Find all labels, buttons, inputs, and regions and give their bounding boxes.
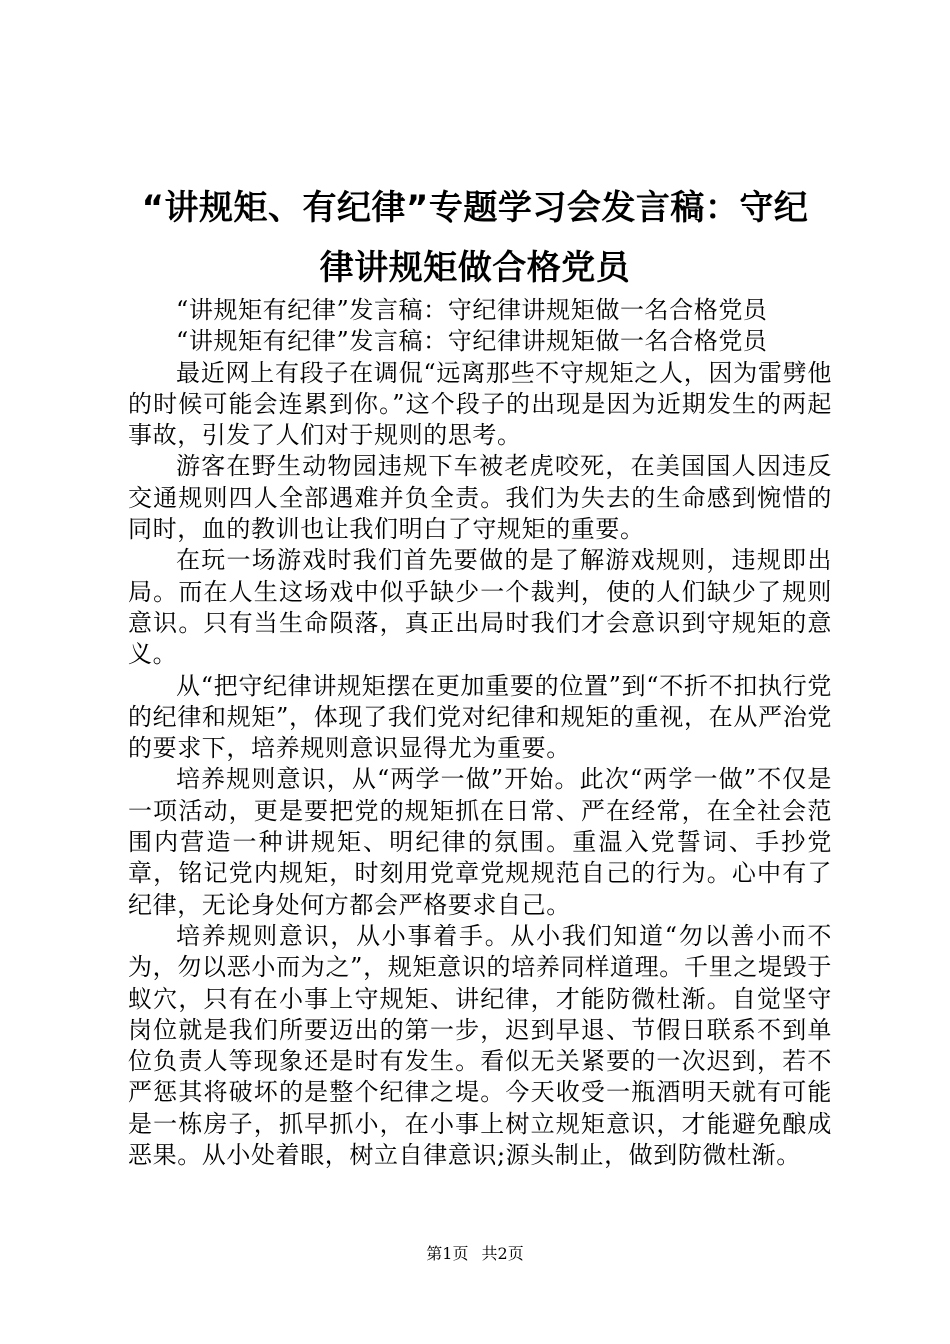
body-paragraph: 游客在野生动物园违规下车被老虎咬死，在美国国人因违反交通规则四人全部遇难并负全责。我们为失去的生命感到惋惜的同时，血的教训也让我们明白了守规矩的重要。 <box>128 452 832 544</box>
page-number: 第1页 <box>426 1244 469 1263</box>
page-footer <box>0 1244 950 1264</box>
body-paragraph: 最近网上有段子在调侃“远离那些不守规矩之人，因为雷劈他的时候可能会连累到你。”这个段子的出现是因为近期发生的两起事故，引发了人们对于规则的思考。 <box>128 358 832 450</box>
title-line-1: “讲规矩、有纪律”专题学习会发言稿：守纪 <box>141 188 809 228</box>
body-paragraph: 培养规则意识，从“两学一做”开始。此次“两学一做”不仅是一项活动，更是要把党的规矩抓在日常、严在经常，在全社会范围内营造一种讲规矩、明纪律的氛围。重温入党誓词、手抄党章，铭记党内规矩，时刻用党章党规规范自己的行为。心中有了纪律，无论身处何方都会严格要求自己。 <box>128 765 832 919</box>
subtitle-line: “讲规矩有纪律”发言稿：守纪律讲规矩做一名合格党员 <box>176 327 768 356</box>
body-paragraph: 培养规则意识，从小事着手。从小我们知道“勿以善小而不为，勿以恶小而为之”，规矩意识的培养同样道理。千里之堤毁于蚁穴，只有在小事上守规矩、讲纪律，才能防微杜渐。自觉坚守岗位就是我们所要迈出的第一步，迟到早退、节假日联系不到单位负责人等现象还是时有发生。看似无关紧要的一次迟到，若不严惩其将破坏的是整个纪律之堤。今天收受一瓶酒明天就有可能是一栋房子，抓早抓小，在小事上树立规矩意识，才能避免酿成恶果。从小处着眼，树立自律意识;源头制止，做到防微杜渐。 <box>128 921 832 1170</box>
document-title <box>100 178 850 298</box>
page-total: 共2页 <box>481 1244 524 1263</box>
body-paragraph: 在玩一场游戏时我们首先要做的是了解游戏规则，违规即出局。而在人生这场戏中似乎缺少一个裁判，使的人们缺少了规则意识。只有当生命陨落，真正出局时我们才会意识到守规矩的意义。 <box>128 546 832 669</box>
body-paragraph: 从“把守纪律讲规矩摆在更加重要的位置”到“不折不扣执行党的纪律和规矩”，体现了我们党对纪律和规矩的重视，在从严治党的要求下，培养规则意识显得尤为重要。 <box>128 671 832 763</box>
title-line-2: 律讲规矩做合格党员 <box>319 248 631 288</box>
subtitle-line: “讲规矩有纪律”发言稿：守纪律讲规矩做一名合格党员 <box>176 296 768 324</box>
document-body <box>128 295 832 1171</box>
